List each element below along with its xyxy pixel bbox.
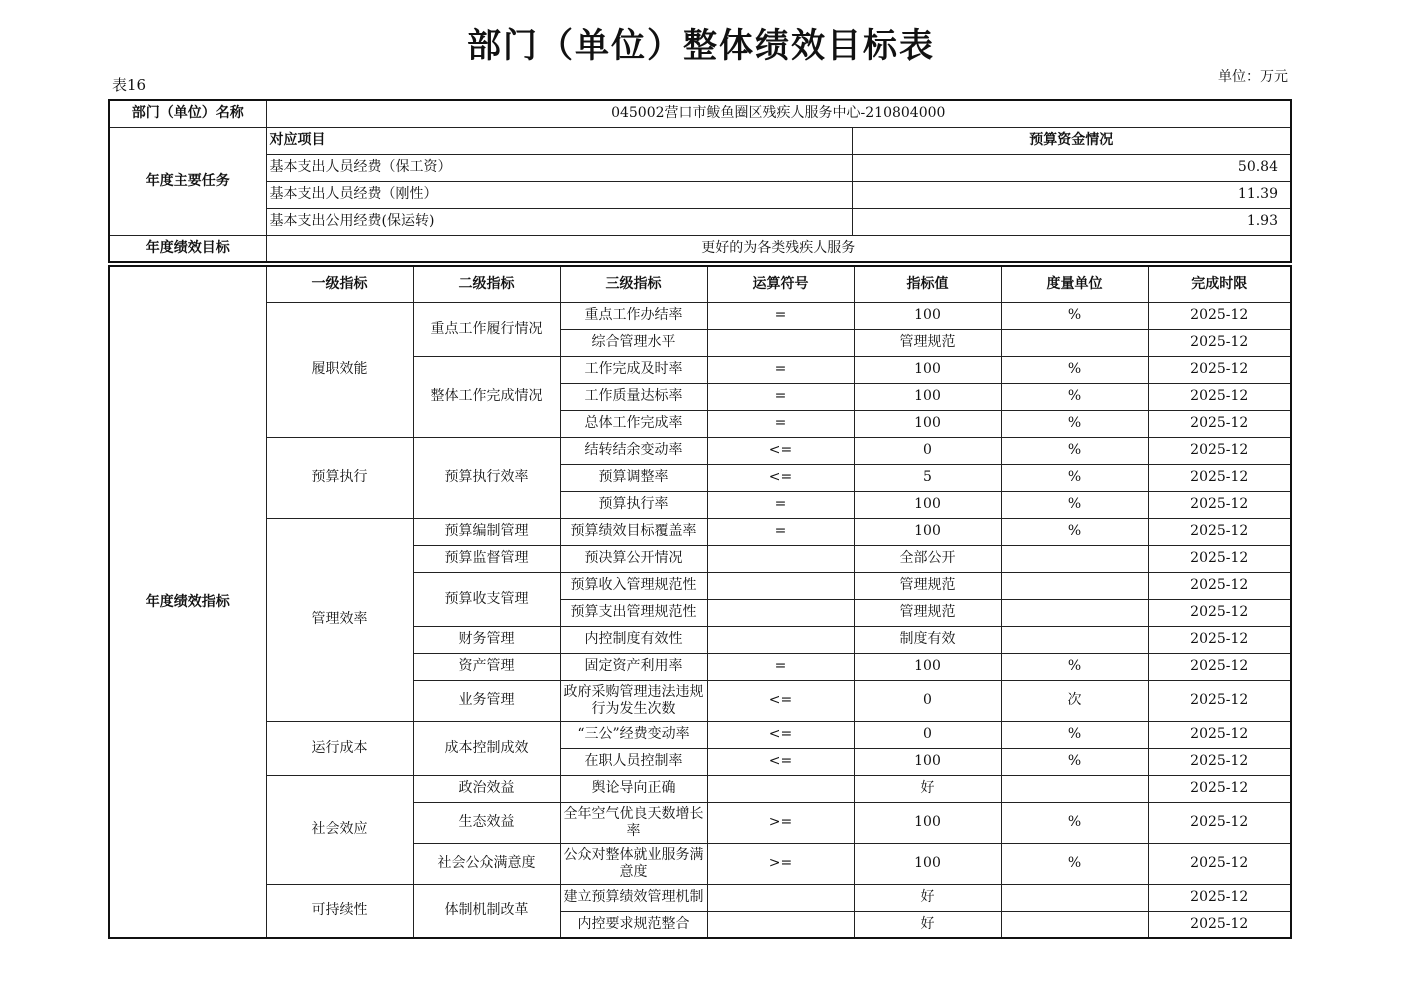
level2-indicator: 预算编制管理 [413,518,560,545]
indicator-value: 管理规范 [854,329,1001,356]
indicator-value: 0 [854,680,1001,721]
budget-column-header: 预算资金情况 [852,127,1291,154]
level1-indicator: 社会效应 [266,775,413,884]
unit-label: 单位：万元 [1218,69,1288,85]
indicator-value: 100 [854,356,1001,383]
level2-indicator: 财务管理 [413,626,560,653]
level3-indicator: 结转结余变动率 [560,437,707,464]
indicators-table [108,265,1292,939]
deadline-cell: 2025-12 [1148,491,1291,518]
deadline-cell: 2025-12 [1148,802,1291,843]
measure-unit: % [1001,491,1148,518]
level2-indicator: 预算收支管理 [413,572,560,626]
level2-indicator: 体制机制改革 [413,884,560,938]
task-project: 基本支出人员经费（刚性） [266,181,852,208]
indicator-value: 管理规范 [854,572,1001,599]
level1-indicator: 预算执行 [266,437,413,518]
measure-unit: % [1001,356,1148,383]
level1-header: 一级指标 [266,266,413,302]
deadline-cell: 2025-12 [1148,545,1291,572]
operator-cell: = [707,356,854,383]
level3-indicator: 内控制度有效性 [560,626,707,653]
measure-unit: % [1001,843,1148,884]
unit-header: 度量单位 [1001,266,1148,302]
operator-cell [707,599,854,626]
level3-indicator: 在职人员控制率 [560,748,707,775]
indicator-value: 0 [854,721,1001,748]
level3-indicator: 预算绩效目标覆盖率 [560,518,707,545]
operator-cell [707,884,854,911]
level3-indicator: “三公”经费变动率 [560,721,707,748]
level3-indicator: 政府采购管理违法违规行为发生次数 [560,680,707,721]
measure-unit: % [1001,518,1148,545]
operator-cell [707,775,854,802]
indicator-value: 管理规范 [854,599,1001,626]
measure-unit [1001,599,1148,626]
indicator-value: 100 [854,653,1001,680]
level3-indicator: 预算执行率 [560,491,707,518]
measure-unit [1001,572,1148,599]
level2-indicator: 社会公众满意度 [413,843,560,884]
level3-header: 三级指标 [560,266,707,302]
level3-indicator: 公众对整体就业服务满意度 [560,843,707,884]
measure-unit: % [1001,802,1148,843]
deadline-cell: 2025-12 [1148,775,1291,802]
operator-cell: <= [707,721,854,748]
indicator-row [109,302,1291,329]
indicator-row [109,775,1291,802]
deadline-cell: 2025-12 [1148,884,1291,911]
level1-indicator: 运行成本 [266,721,413,775]
indicator-value: 好 [854,911,1001,938]
level2-header: 二级指标 [413,266,560,302]
operator-cell [707,572,854,599]
deadline-cell: 2025-12 [1148,383,1291,410]
measure-unit [1001,911,1148,938]
indicator-row [109,437,1291,464]
level2-indicator: 资产管理 [413,653,560,680]
level2-indicator: 重点工作履行情况 [413,302,560,356]
task-project: 基本支出人员经费（保工资） [266,154,852,181]
measure-unit [1001,626,1148,653]
deadline-cell: 2025-12 [1148,518,1291,545]
indicator-value: 100 [854,518,1001,545]
measure-unit [1001,329,1148,356]
operator-cell: = [707,518,854,545]
value-header: 指标值 [854,266,1001,302]
operator-cell [707,911,854,938]
operator-cell [707,329,854,356]
deadline-cell: 2025-12 [1148,843,1291,884]
unit-name-label: 部门（单位）名称 [109,100,266,127]
measure-unit: % [1001,383,1148,410]
task-project: 基本支出公用经费(保运转) [266,208,852,235]
deadline-cell: 2025-12 [1148,680,1291,721]
table-number: 表16 [112,76,147,94]
level3-indicator: 工作质量达标率 [560,383,707,410]
operator-header: 运算符号 [707,266,854,302]
annual-indicators-label: 年度绩效指标 [109,266,266,938]
indicator-value: 全部公开 [854,545,1001,572]
measure-unit: % [1001,721,1148,748]
indicator-value: 100 [854,383,1001,410]
operator-cell: = [707,491,854,518]
level3-indicator: 预决算公开情况 [560,545,707,572]
operator-cell: <= [707,437,854,464]
measure-unit: % [1001,748,1148,775]
level3-indicator: 预算调整率 [560,464,707,491]
operator-cell: <= [707,464,854,491]
indicator-row [109,518,1291,545]
level1-indicator: 管理效率 [266,518,413,721]
operator-cell: <= [707,680,854,721]
deadline-cell: 2025-12 [1148,329,1291,356]
measure-unit: % [1001,410,1148,437]
indicator-value: 100 [854,748,1001,775]
indicator-value: 0 [854,437,1001,464]
indicator-value: 100 [854,491,1001,518]
deadline-cell: 2025-12 [1148,911,1291,938]
deadline-cell: 2025-12 [1148,410,1291,437]
measure-unit: % [1001,653,1148,680]
indicator-row [109,721,1291,748]
annual-goal-label: 年度绩效目标 [109,235,266,262]
measure-unit: % [1001,437,1148,464]
project-column-header: 对应项目 [266,127,852,154]
level2-indicator: 业务管理 [413,680,560,721]
deadline-cell: 2025-12 [1148,626,1291,653]
level3-indicator: 舆论导向正确 [560,775,707,802]
annual-goal-value: 更好的为各类残疾人服务 [266,235,1291,262]
operator-cell: <= [707,748,854,775]
level3-indicator: 预算支出管理规范性 [560,599,707,626]
level1-indicator: 履职效能 [266,302,413,437]
measure-unit: % [1001,302,1148,329]
indicator-value: 100 [854,302,1001,329]
level3-indicator: 综合管理水平 [560,329,707,356]
task-row [109,154,1291,181]
indicator-value: 好 [854,884,1001,911]
deadline-header: 完成时限 [1148,266,1291,302]
summary-table [108,99,1292,263]
level1-indicator: 可持续性 [266,884,413,938]
level3-indicator: 固定资产利用率 [560,653,707,680]
measure-unit: % [1001,464,1148,491]
deadline-cell: 2025-12 [1148,356,1291,383]
deadline-cell: 2025-12 [1148,572,1291,599]
task-row [109,181,1291,208]
level2-indicator: 成本控制成效 [413,721,560,775]
level2-indicator: 整体工作完成情况 [413,356,560,437]
deadline-cell: 2025-12 [1148,437,1291,464]
deadline-cell: 2025-12 [1148,748,1291,775]
indicator-value: 100 [854,802,1001,843]
level3-indicator: 全年空气优良天数增长率 [560,802,707,843]
indicator-value: 100 [854,843,1001,884]
level3-indicator: 总体工作完成率 [560,410,707,437]
level3-indicator: 内控要求规范整合 [560,911,707,938]
operator-cell: >= [707,802,854,843]
indicator-value: 100 [854,410,1001,437]
task-budget: 1.93 [852,208,1291,235]
operator-cell: >= [707,843,854,884]
deadline-cell: 2025-12 [1148,653,1291,680]
measure-unit [1001,775,1148,802]
level3-indicator: 预算收入管理规范性 [560,572,707,599]
level3-indicator: 重点工作办结率 [560,302,707,329]
measure-unit [1001,545,1148,572]
deadline-cell: 2025-12 [1148,464,1291,491]
measure-unit: 次 [1001,680,1148,721]
operator-cell: = [707,410,854,437]
task-budget: 50.84 [852,154,1291,181]
task-budget: 11.39 [852,181,1291,208]
annual-tasks-label: 年度主要任务 [109,127,266,235]
level3-indicator: 工作完成及时率 [560,356,707,383]
deadline-cell: 2025-12 [1148,302,1291,329]
operator-cell: = [707,302,854,329]
indicator-value: 好 [854,775,1001,802]
operator-cell: = [707,383,854,410]
operator-cell: = [707,653,854,680]
level2-indicator: 预算监督管理 [413,545,560,572]
indicator-row [109,884,1291,911]
deadline-cell: 2025-12 [1148,599,1291,626]
task-row [109,208,1291,235]
unit-name-value: 045002营口市鲅鱼圈区残疾人服务中心-210804000 [266,100,1291,127]
level2-indicator: 政治效益 [413,775,560,802]
level2-indicator: 预算执行效率 [413,437,560,518]
deadline-cell: 2025-12 [1148,721,1291,748]
level2-indicator: 生态效益 [413,802,560,843]
indicator-value: 5 [854,464,1001,491]
level3-indicator: 建立预算绩效管理机制 [560,884,707,911]
operator-cell [707,626,854,653]
measure-unit [1001,884,1148,911]
operator-cell [707,545,854,572]
page-title: 部门（单位）整体绩效目标表 [467,26,935,66]
indicator-value: 制度有效 [854,626,1001,653]
